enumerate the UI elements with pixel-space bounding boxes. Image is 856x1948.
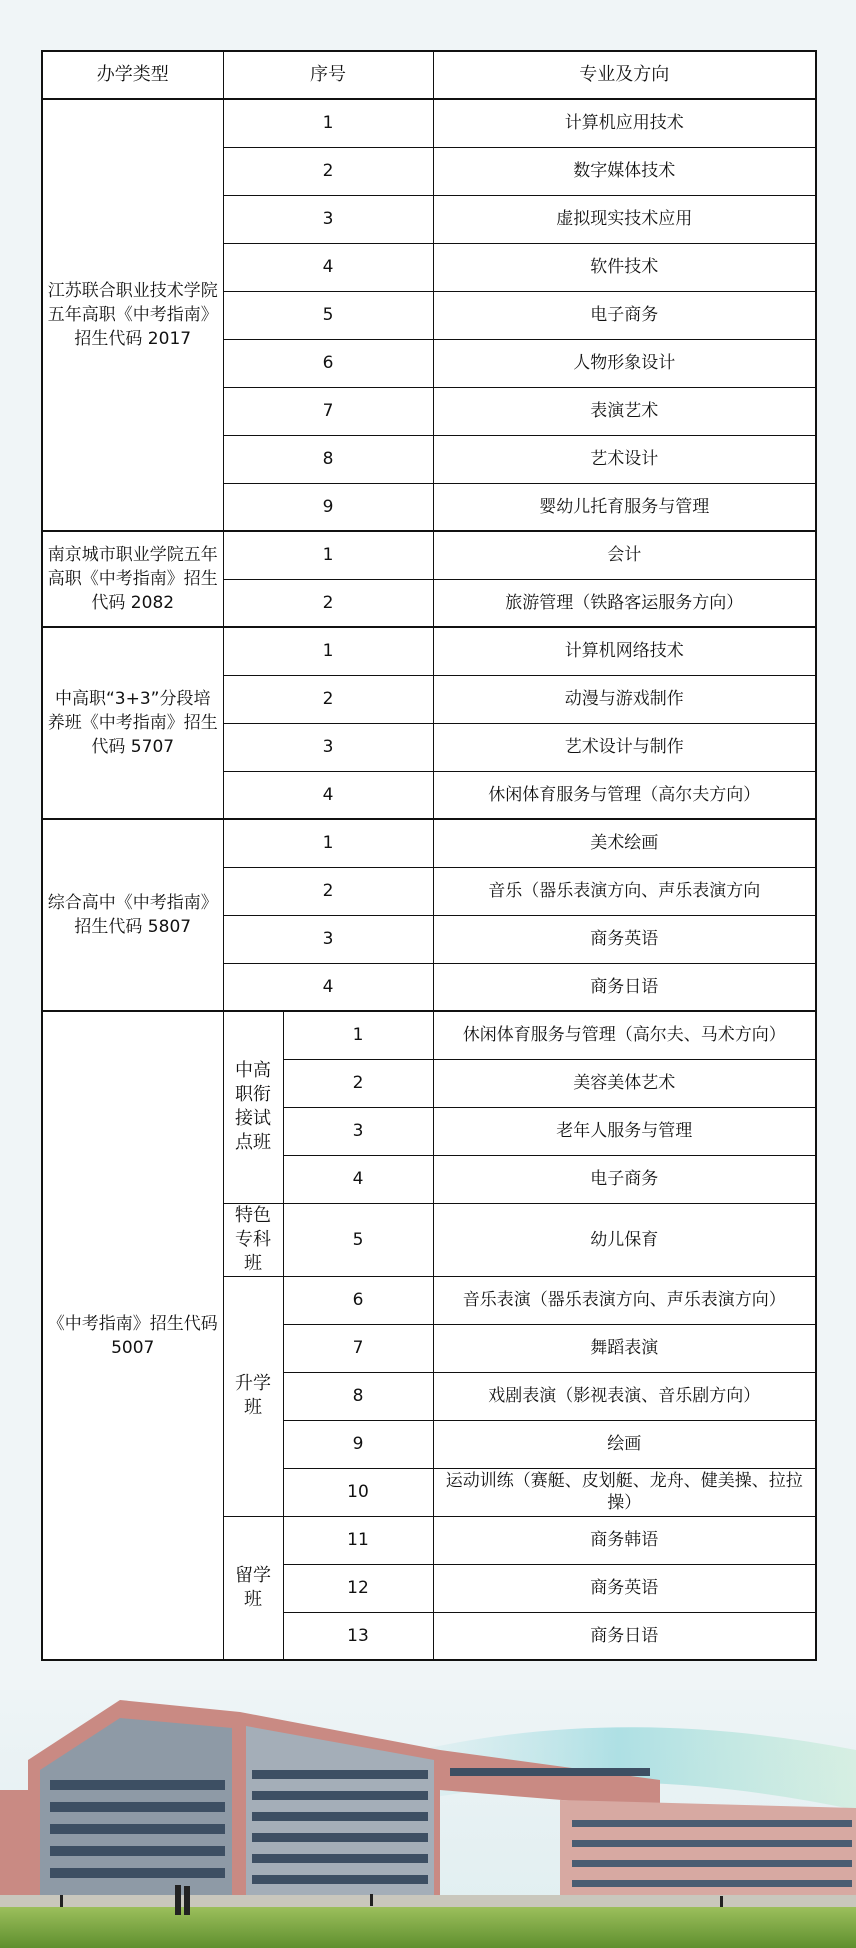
- major-cell: 舞蹈表演: [433, 1324, 816, 1372]
- header-school-type: 办学类型: [42, 51, 223, 99]
- number-cell: 8: [223, 435, 433, 483]
- number-cell: 12: [283, 1564, 433, 1612]
- number-cell: 13: [283, 1612, 433, 1660]
- major-cell: 电子商务: [433, 1155, 816, 1203]
- major-cell: 电子商务: [433, 291, 816, 339]
- major-cell: 软件技术: [433, 243, 816, 291]
- number-cell: 9: [283, 1420, 433, 1468]
- table-row: [42, 819, 816, 867]
- major-cell: 商务英语: [433, 915, 816, 963]
- class-type-cell: 留学班: [223, 1516, 283, 1660]
- number-cell: 1: [223, 99, 433, 147]
- number-cell: 2: [223, 675, 433, 723]
- number-cell: 11: [283, 1516, 433, 1564]
- class-type-cell: 特色专科班: [223, 1203, 283, 1276]
- school-type-cell: 中高职“3+3”分段培养班《中考指南》招生代码 5707: [42, 627, 223, 819]
- majors-table-container: [41, 50, 815, 1661]
- header-number: 序号: [223, 51, 433, 99]
- number-cell: 4: [223, 243, 433, 291]
- major-cell: 老年人服务与管理: [433, 1107, 816, 1155]
- major-cell: 休闲体育服务与管理（高尔夫、马术方向）: [433, 1011, 816, 1059]
- number-cell: 6: [223, 339, 433, 387]
- number-cell: 5: [223, 291, 433, 339]
- school-type-cell: 综合高中《中考指南》招生代码 5807: [42, 819, 223, 1011]
- major-cell: 商务韩语: [433, 1516, 816, 1564]
- major-cell: 音乐表演（器乐表演方向、声乐表演方向）: [433, 1276, 816, 1324]
- number-cell: 3: [283, 1107, 433, 1155]
- number-cell: 1: [223, 819, 433, 867]
- major-cell: 虚拟现实技术应用: [433, 195, 816, 243]
- table-row: [42, 1011, 816, 1059]
- number-cell: 1: [283, 1011, 433, 1059]
- campus-building-illustration: [0, 1690, 856, 1948]
- number-cell: 7: [223, 387, 433, 435]
- number-cell: 1: [223, 531, 433, 579]
- major-cell: 美容美体艺术: [433, 1059, 816, 1107]
- number-cell: 3: [223, 915, 433, 963]
- major-cell: 表演艺术: [433, 387, 816, 435]
- header-major: 专业及方向: [433, 51, 816, 99]
- major-cell: 戏剧表演（影视表演、音乐剧方向）: [433, 1372, 816, 1420]
- table-row: [42, 531, 816, 579]
- major-cell: 计算机网络技术: [433, 627, 816, 675]
- number-cell: 3: [223, 195, 433, 243]
- major-cell: 旅游管理（铁路客运服务方向）: [433, 579, 816, 627]
- number-cell: 3: [223, 723, 433, 771]
- number-cell: 7: [283, 1324, 433, 1372]
- class-type-cell: 中高职衔接试点班: [223, 1011, 283, 1203]
- major-cell: 人物形象设计: [433, 339, 816, 387]
- school-type-cell: 江苏联合职业技术学院五年高职《中考指南》招生代码 2017: [42, 99, 223, 531]
- major-cell: 音乐（器乐表演方向、声乐表演方向: [433, 867, 816, 915]
- major-cell: 美术绘画: [433, 819, 816, 867]
- major-cell: 数字媒体技术: [433, 147, 816, 195]
- major-cell: 动漫与游戏制作: [433, 675, 816, 723]
- number-cell: 6: [283, 1276, 433, 1324]
- major-cell: 休闲体育服务与管理（高尔夫方向）: [433, 771, 816, 819]
- number-cell: 2: [223, 579, 433, 627]
- number-cell: 2: [223, 867, 433, 915]
- major-cell: 计算机应用技术: [433, 99, 816, 147]
- number-cell: 1: [223, 627, 433, 675]
- major-cell: 商务日语: [433, 1612, 816, 1660]
- major-cell: 幼儿保育: [433, 1203, 816, 1276]
- major-cell: 婴幼儿托育服务与管理: [433, 483, 816, 531]
- major-cell: 绘画: [433, 1420, 816, 1468]
- number-cell: 8: [283, 1372, 433, 1420]
- major-cell: 运动训练（赛艇、皮划艇、龙舟、健美操、拉拉操）: [433, 1468, 816, 1516]
- school-type-cell: 南京城市职业学院五年高职《中考指南》招生代码 2082: [42, 531, 223, 627]
- number-cell: 4: [223, 963, 433, 1011]
- majors-table: [41, 50, 817, 1661]
- number-cell: 4: [283, 1155, 433, 1203]
- number-cell: 2: [223, 147, 433, 195]
- number-cell: 2: [283, 1059, 433, 1107]
- major-cell: 商务日语: [433, 963, 816, 1011]
- table-row: [42, 627, 816, 675]
- table-header-row: [42, 51, 816, 99]
- major-cell: 艺术设计: [433, 435, 816, 483]
- number-cell: 9: [223, 483, 433, 531]
- major-cell: 商务英语: [433, 1564, 816, 1612]
- major-cell: 艺术设计与制作: [433, 723, 816, 771]
- number-cell: 10: [283, 1468, 433, 1516]
- number-cell: 4: [223, 771, 433, 819]
- class-type-cell: 升学班: [223, 1276, 283, 1516]
- school-type-cell: 《中考指南》招生代码 5007: [42, 1011, 223, 1660]
- major-cell: 会计: [433, 531, 816, 579]
- number-cell: 5: [283, 1203, 433, 1276]
- table-row: [42, 99, 816, 147]
